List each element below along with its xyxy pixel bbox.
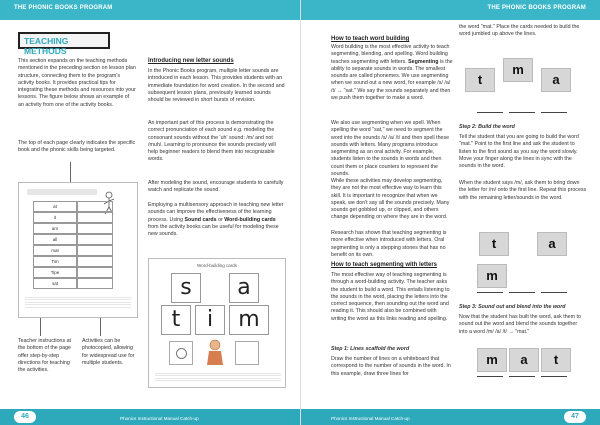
letter-card: m: [229, 305, 269, 335]
scaffold-line: [541, 112, 567, 113]
footer-text: Phonics Instructional Manual Catch-up: [120, 416, 199, 421]
activity-sheet-1: [18, 182, 138, 318]
letter-tile: m: [477, 348, 507, 372]
act-blank: [77, 201, 113, 212]
callout-line: [70, 162, 71, 184]
callout-line: [40, 318, 41, 336]
page-number: 46: [14, 411, 36, 423]
paragraph: After modeling the sound, encourage students to carefully watch and replicate the sound.: [148, 180, 284, 194]
letter-tile: a: [537, 232, 567, 256]
sheet-title: Word-building cards: [197, 263, 237, 268]
letter-tile: m: [503, 58, 533, 82]
paragraph: In the Phonic Books program, multiple letter sounds are introduced in each lesson. This provides students with an immediate foundation for word creation. In the second and subsequent lesson plans, previously learned sounds should be reviewed in short bursts of revision.: [148, 68, 285, 104]
act-blank: [77, 267, 113, 278]
paragraph: We also use segmenting when we spell. When spelling the word "sat," we need to segment the word into the sounds /s/ /a/ /t/ and then spell these sounds with letters. Many programs introduce segmenting as an oral activity. For example, students listen to the sounds in words and then count them or place counters to represent the sounds.: [331, 120, 450, 178]
paragraph: An important part of this process is demonstrating the correct pronunciation of each sound e.g. modeling the consonant sounds without the 'uh' sound: /m/ and not /muh/. Learning to pronounce the sounds precisely will help beginner readers to blend them into recognizable words.: [148, 120, 276, 163]
paragraph: Research has shown that teaching segmenting is more effective when introduced with letters. Oral segmenting is only a stepping stones that has no benefit on its own.: [331, 230, 447, 258]
paragraph: Tell the student that you are going to build the word "mat." Point to the first line and ask the student to listen to the first sound as you say the word slowly. Move your finger along the lines in sync with the sounds in the word.: [459, 134, 579, 170]
paragraph: Draw the number of lines on a whiteboard that correspond to the number of sounds in the word. In this example, draw three lines for: [331, 356, 451, 377]
act-blank: [77, 256, 113, 267]
scaffold-line: [509, 376, 535, 377]
section-title: TEACHING METHODS: [18, 32, 110, 49]
activity-sheet-2: [148, 258, 286, 388]
sheet-header-bar: [27, 189, 97, 195]
letter-card: i: [195, 305, 225, 335]
letter-tile: t: [465, 68, 495, 92]
header-title: THE PHONIC BOOKS PROGRAM: [487, 5, 586, 11]
subheading-new-letter-sounds: Introducing new letter sounds: [148, 58, 234, 64]
step-1-heading: Step 1: Lines scaffold the word: [331, 346, 410, 352]
subheading-word-building: How to teach word building: [331, 36, 410, 42]
picture-box: [235, 341, 259, 365]
act-blank: [77, 278, 113, 289]
act-blank: [77, 223, 113, 234]
instructions-text-block: [25, 295, 131, 309]
act-blank: [77, 234, 113, 245]
bottom-note-right: Activities can be photocopied, allowing for widespread use for multiple students.: [82, 338, 135, 366]
letter-tile: t: [479, 232, 509, 256]
header-title: THE PHONIC BOOKS PROGRAM: [14, 5, 113, 11]
paragraph: Employing a multisensory approach in teaching new letter sounds can improve the effectiveness of the learning process. Using Sound cards or Word-building cards from the activity books can be useful for modeling these new sounds.: [148, 202, 284, 238]
scaffold-line: [541, 292, 567, 293]
act-blank: [77, 245, 113, 256]
letter-card: s: [171, 273, 201, 303]
paragraph: Word building is the most effective activity to teach segmenting, blending, and spelling. Word building teaches segmenting with letters. Segmenting is the ability to separate sounds in words. The smallest sounds are called phonemes. We use segmenting when we sound out a new word, for example /s/ /a/ /t/ → "sat." We say the sounds separately and then we push them together to make a word.: [331, 44, 453, 102]
letter-tile: a: [541, 68, 571, 92]
act-row: all: [33, 234, 77, 245]
paragraph: Now that the student has built the word, ask them to sound out the word and blend the sounds together into a word /m/ /a/ /t/ → "mat.": [459, 314, 581, 335]
paragraph: the word "mat." Place the cards needed to build the word jumbled up above the lines.: [459, 24, 580, 38]
subheading-segmenting: How to teach segmenting with letters: [331, 262, 438, 268]
paragraph: While these activities may develop segmenting, they are not the most effective way to learn this skill. It is important to recognize that when we speak, we don't say all the sounds precisely. Many sounds get gobbled up, or clipped, and others change depending on where they are in the word.: [331, 178, 450, 221]
act-row: mat: [33, 245, 77, 256]
paragraph: When the student says /m/, ask them to bring down the letter for /m/ onto the first line. Repeat this process with the remaining letter/sounds in the word.: [459, 180, 587, 201]
act-row: am: [33, 223, 77, 234]
act-row: Tipe: [33, 267, 77, 278]
girl-figure-icon: [203, 339, 227, 367]
scaffold-line: [477, 112, 503, 113]
scaffold-line: [541, 376, 567, 377]
page-number: 47: [564, 411, 586, 423]
letter-tile: t: [541, 348, 571, 372]
act-blank: [77, 212, 113, 223]
step-3-heading: Step 3: Sound out and blend into the word: [459, 304, 566, 310]
letter-card: a: [229, 273, 259, 303]
act-row: sat: [33, 278, 77, 289]
paragraph: The most effective way of teaching segmenting is through a word-building activity. The teacher asks the student to build a word. This entails listening to the sounds in the word, placing the letters into the correct sequence, then sounding out the word and reading it. This should also be combined with writing the word as this links reading and spelling.: [331, 272, 450, 322]
callout-line: [100, 318, 101, 336]
act-row: Tim: [33, 256, 77, 267]
letter-card: t: [161, 305, 191, 335]
right-page: [300, 0, 600, 425]
scaffold-line: [477, 292, 503, 293]
letter-tile: a: [509, 348, 539, 372]
scaffold-line: [509, 112, 535, 113]
act-row: at: [33, 201, 77, 212]
scaffold-line: [509, 292, 535, 293]
picture-box: [169, 341, 193, 365]
scaffold-line: [477, 376, 503, 377]
act-row: it: [33, 212, 77, 223]
bottom-note-left: Teacher instructions at the bottom of the page offer step-by-step directions for teaching the activities.: [18, 338, 72, 374]
footer-text: Phonics Instructional Manual Catch-up: [331, 416, 410, 421]
step-2-heading: Step 2: Build the word: [459, 124, 515, 130]
top-note: The top of each page clearly indicates the specific book and the phonic skills being targeted.: [18, 140, 136, 154]
intro-paragraph: This section expands on the teaching methods mentioned in the preceding section on lesson plan structure, connecting them to the program's activity books. It provides practical tips for integrating these methods and resources into your lessons. The figure below shows an example of an activity from one of the activity books.: [18, 58, 136, 108]
instructions-text-block: [155, 371, 281, 383]
letter-tile: m: [477, 264, 507, 288]
